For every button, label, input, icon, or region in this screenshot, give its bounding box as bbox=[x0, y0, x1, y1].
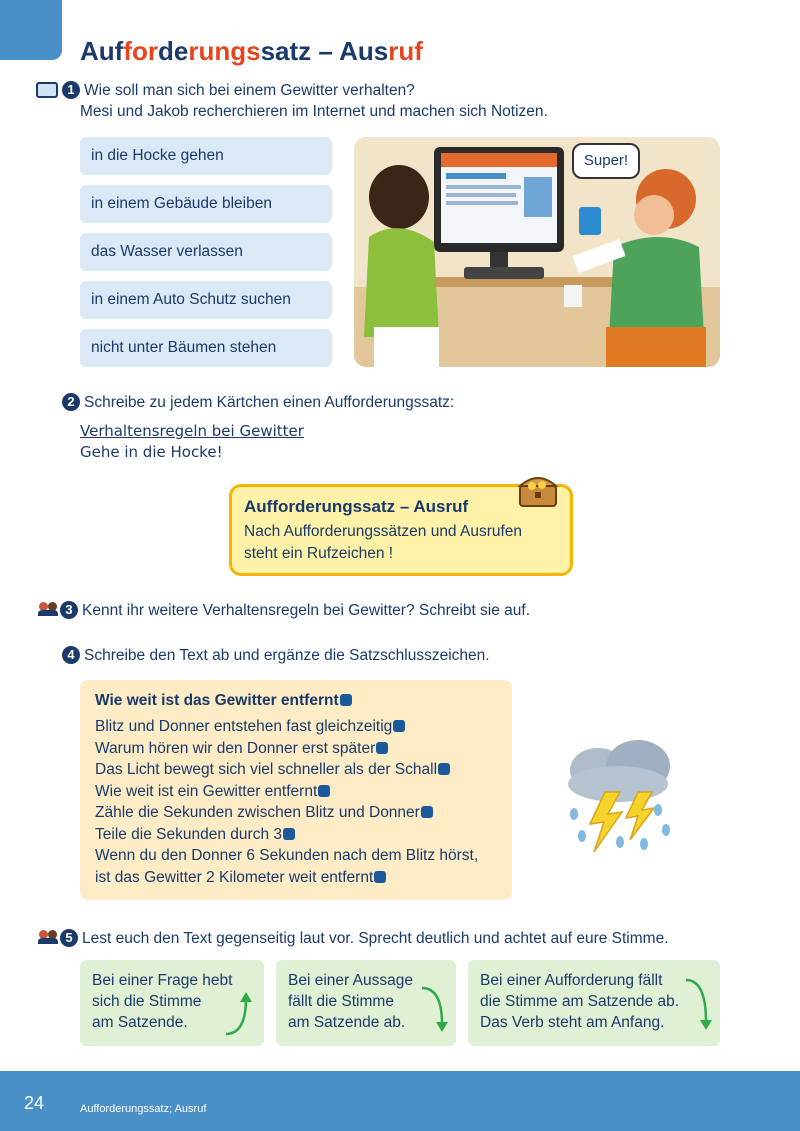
text-line: Wenn du den Donner 6 Sekunden nach dem Blitz hörst, bbox=[95, 847, 479, 864]
note-card: nicht unter Bäumen stehen bbox=[80, 329, 332, 367]
task-1-line-1: Wie soll man sich bei einem Gewitter verhalten? bbox=[84, 82, 415, 99]
note-card: in einem Auto Schutz suchen bbox=[80, 281, 332, 319]
text-line: Zähle die Sekunden zwischen Blitz und Donner bbox=[95, 802, 497, 824]
blank-punctuation-mark bbox=[283, 828, 295, 840]
thunderstorm-cloud-icon bbox=[560, 732, 680, 856]
text-line: ist das Gewitter 2 Kilometer weit entfernt bbox=[95, 867, 497, 889]
speech-bubble-icon bbox=[36, 82, 58, 98]
text-line: Das Licht bewegt sich viel schneller als der Schall bbox=[95, 759, 497, 781]
task-1 bbox=[62, 80, 415, 102]
intonation-box-statement: Bei einer Aussage fällt die Stimme am Satzende ab. bbox=[276, 960, 456, 1046]
footer-text: Aufforderungssatz; Ausruf bbox=[80, 1103, 207, 1115]
page-footer bbox=[0, 1071, 800, 1131]
rule-line-2: steht ein Rufzeichen ! bbox=[244, 545, 394, 562]
note-card: in die Hocke gehen bbox=[80, 137, 332, 175]
task-1-line-2: Mesi und Jakob recherchieren im Internet und machen sich Notizen. bbox=[80, 103, 548, 120]
arrow-up-icon bbox=[224, 990, 254, 1038]
blank-punctuation-mark bbox=[421, 806, 433, 818]
page-number: 24 bbox=[24, 1093, 45, 1113]
task-number: 5 bbox=[60, 929, 78, 947]
task-3-text: Kennt ihr weitere Verhaltensregeln bei Gewitter? Schreibt sie auf. bbox=[82, 602, 531, 619]
partner-work-icon bbox=[38, 602, 58, 616]
intonation-box-question: Bei einer Frage hebt sich die Stimme am Satzende. bbox=[80, 960, 264, 1046]
task-number: 3 bbox=[60, 601, 78, 619]
task-4-text: Schreibe den Text ab und ergänze die Satzschlusszeichen. bbox=[84, 647, 490, 664]
rule-title: Aufforderungssatz – Ausruf bbox=[244, 497, 469, 516]
note-card: das Wasser verlassen bbox=[80, 233, 332, 271]
blank-punctuation-mark bbox=[374, 871, 386, 883]
treasure-chest-icon bbox=[516, 472, 560, 508]
task-2 bbox=[62, 392, 454, 414]
blank-punctuation-mark bbox=[438, 763, 450, 775]
corner-tab bbox=[0, 0, 62, 60]
task-4 bbox=[62, 645, 490, 667]
text-line: Warum hören wir den Donner erst später bbox=[95, 738, 497, 760]
arrow-down-icon bbox=[420, 984, 450, 1036]
blank-punctuation-mark bbox=[340, 694, 352, 706]
blank-punctuation-mark bbox=[318, 785, 330, 797]
task-5 bbox=[38, 928, 669, 950]
speech-bubble: Super! bbox=[572, 143, 640, 179]
text-line: Teile die Sekunden durch 3 bbox=[95, 824, 497, 846]
children-at-computer-illustration bbox=[354, 137, 720, 367]
partner-work-icon bbox=[38, 930, 58, 944]
intonation-box-imperative: Bei einer Aufforderung fällt die Stimme am Satzende ab. Das Verb steht am Anfang. bbox=[468, 960, 720, 1046]
page-title: Aufforderungssatz – Ausruf bbox=[80, 36, 423, 66]
text-line: Blitz und Donner entstehen fast gleichzeitig bbox=[95, 716, 497, 738]
thunderstorm-text-box bbox=[80, 680, 512, 900]
text-line: Wie weit ist ein Gewitter entfernt bbox=[95, 781, 497, 803]
handwritten-example: Gehe in die Hocke! bbox=[80, 443, 223, 461]
rule-line-1: Nach Aufforderungssätzen und Ausrufen bbox=[244, 523, 523, 540]
task-2-text: Schreibe zu jedem Kärtchen einen Aufforderungssatz: bbox=[84, 394, 455, 411]
blank-punctuation-mark bbox=[376, 742, 388, 754]
arrow-down-icon bbox=[684, 976, 714, 1034]
task-3 bbox=[38, 600, 530, 622]
task-5-text: Lest euch den Text gegenseitig laut vor. Sprecht deutlich und achtet auf eure Stimme. bbox=[82, 930, 669, 947]
handwritten-title: Verhaltensregeln bei Gewitter bbox=[80, 422, 304, 440]
note-card: in einem Gebäude bleiben bbox=[80, 185, 332, 223]
text-heading: Wie weit ist das Gewitter entfernt bbox=[95, 692, 497, 710]
task-number: 2 bbox=[62, 393, 80, 411]
task-number: 1 bbox=[62, 81, 80, 99]
task-number: 4 bbox=[62, 646, 80, 664]
blank-punctuation-mark bbox=[393, 720, 405, 732]
